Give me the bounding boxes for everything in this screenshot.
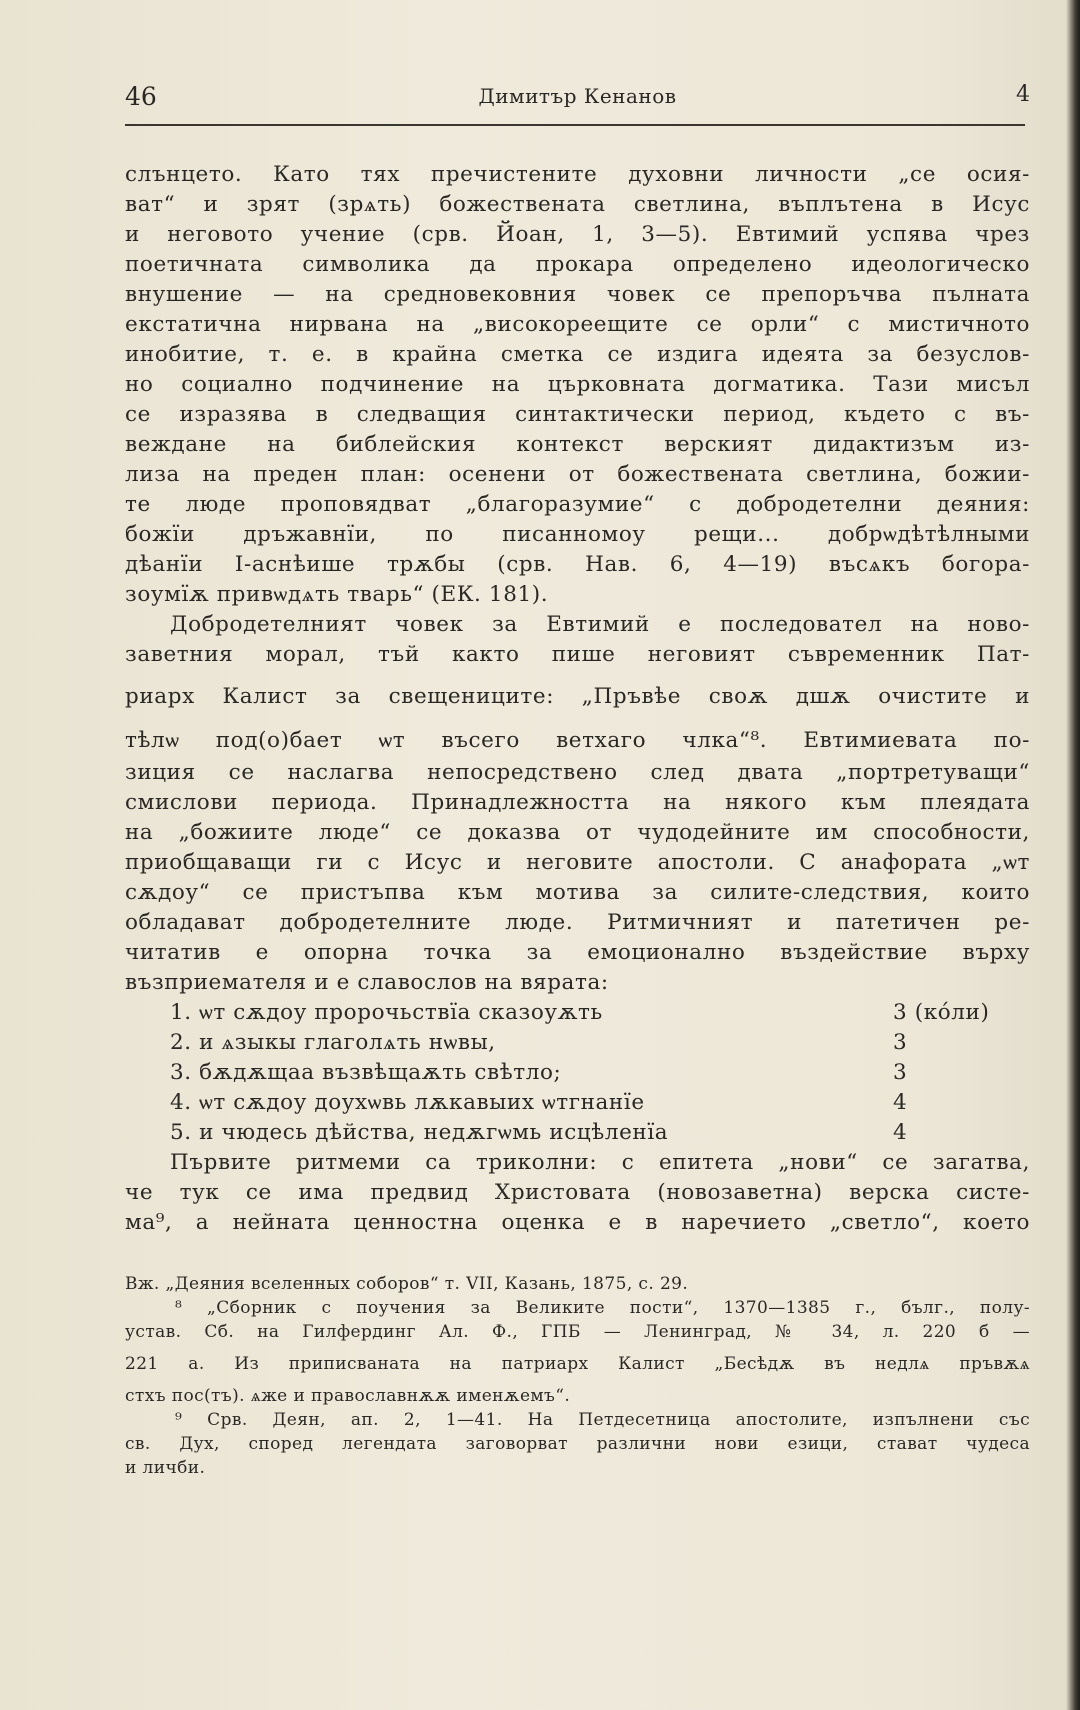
text-line: възприемателя и е славослов на вярата: [125,970,609,995]
text-line: се изразява в следващия синтактически период, където с въ- [125,402,1030,427]
text-line: слънцето. Като тях пречистените духовни личности „се осия- [125,162,1030,187]
footnote-8: ⁸ „Сборник с поучения за Великите пости“, 1370—1385 г., бълг., полу- [175,1298,1030,1318]
list-item-text: 3. бѫдѫщаа възвѣщаѫть свѣтло; [170,1060,562,1085]
header-right-mark: 4 [1016,82,1030,107]
list-item [125,998,1030,1028]
list-item-text: 1. ѡт сѫдоу пророчьствїа сказоуѫть [170,1000,603,1025]
running-title: Димитър Кенанов [478,84,677,108]
text-line: смислови периода. Принадлежността на някого към плеядата [125,790,1030,815]
footnote-line: 221 а. Из приписваната на патриарх Калист „Бесѣдѫ въ недлѧ пръвѫѧ [125,1354,1030,1374]
text-line: поетичната символика да прокара определено идеологическо [125,252,1030,277]
footnote-line: и личби. [125,1458,206,1478]
text-line: те люде проповядват „благоразумие“ с добродетелни деяния: [125,492,1030,517]
main-text [125,160,1030,1238]
text-line: божїи дръжавнїи, по писанномоу рещи... добрѡдѣтѣлными [125,522,1030,547]
text-line: внушение — на средновековния човек се препоръчва пълната [125,282,1030,307]
text-line: дѣанїи І-аснѣише трѫбы (срв. Нав. 6, 4—19) въсѧкъ богора- [125,552,1030,577]
text-line: риарх Калист за свещениците: „Пръвѣе своѫ дшѫ очистите и [125,684,1030,709]
footnote-line: св. Дух, според легендата заговорват различни нови езици, стават чудеса [125,1434,1030,1454]
text-line: че тук се има предвид Христовата (новозаветна) верска систе- [125,1180,1030,1205]
text-line: обладават добродетелните люде. Ритмичният и патетичен ре- [125,910,1030,935]
list-item [125,1118,1030,1148]
footnote-line: стхъ пос(тъ). ѧже и православнѫѫ именѫемъ“. [125,1386,571,1406]
list-item-count: 3 [893,1060,908,1085]
list-item [125,1058,1030,1088]
text-line: на „божиите люде“ се доказва от чудодейните им способности, [125,820,1030,845]
footnotes [125,1272,1030,1480]
text-line: и неговото учение (срв. Йоан, 1, 3—5). Евтимий успява чрез [125,222,1030,247]
list-item-count: 3 [893,1030,908,1055]
header-rule [125,124,1025,126]
numbered-list [125,998,1030,1148]
paragraph-start: Първите ритмеми са триколни: с епитета „нови“ се загатва, [170,1150,1030,1175]
list-item-text: 2. и ѧзыкы глаголѧть нѡвы, [170,1030,496,1055]
text-line: екстатична нирвана на „високореещите се орли“ с мистичното [125,312,1030,337]
footnote-9: ⁹ Срв. Деян, ап. 2, 1—41. На Петдесетница апостолите, изпълнени със [175,1410,1030,1430]
text-line: но социално подчинение на църковната догматика. Тази мисъл [125,372,1030,397]
text-line: сѫдоу“ се пристъпва към мотива за силите-следствия, които [125,880,1030,905]
text-line: ма⁹, а нейната ценностна оценка е в наречието „светло“, което [125,1210,1030,1235]
text-line: приобщаващи ги с Исус и неговите апостоли. С анафората „ѡт [125,850,1030,875]
list-item-text: 4. ѡт сѫдоу доухѡвь лѫкавыих ѡтгнанїе [170,1090,645,1115]
page-header [125,82,1030,112]
text-line: заветния морал, тъй както пише неговият съвременник Пат- [125,642,1030,667]
text-line: зиция се наслагва непосредствено след двата „портретуващи“ [125,760,1030,785]
list-item [125,1088,1030,1118]
list-item-count: 4 [893,1090,908,1115]
text-line: веждане на библейския контекст верският дидактизъм из- [125,432,1030,457]
text-line: тѣлѡ под(о)бает ѡт въсего ветхаго члка“⁸. Евтимиевата по- [125,728,1030,753]
text-line: читатив е опорна точка за емоционално въздействие върху [125,940,1030,965]
list-item-count: 3 (кóли) [893,1000,990,1025]
footnote-line: Вж. „Деяния вселенных соборов“ т. VII, Казань, 1875, с. 29. [125,1274,689,1294]
page-edge-shadow [1066,0,1080,1710]
list-item [125,1028,1030,1058]
text-line: ват“ и зрят (зрѧть) божествената светлина, въплътена в Исус [125,192,1030,217]
list-item-text: 5. и чюдесь дѣйства, недѫгѡмь исцѣленїа [170,1120,669,1145]
list-item-count: 4 [893,1120,908,1145]
text-line: зоумїѫ привѡдѧть тварь“ (ЕК. 181). [125,582,549,607]
page-number: 46 [125,82,157,111]
text-line: лиза на преден план: осенени от божествената светлина, божии- [125,462,1030,487]
text-line: инобитие, т. е. в крайна сметка се издига идеята за безуслов- [125,342,1030,367]
paragraph-start: Добродетелният човек за Евтимий е последовател на ново- [170,612,1030,637]
footnote-line: устав. Сб. на Гилфердинг Ал. Ф., ГПБ — Ленинград, № 34, л. 220 б — [125,1322,1030,1342]
